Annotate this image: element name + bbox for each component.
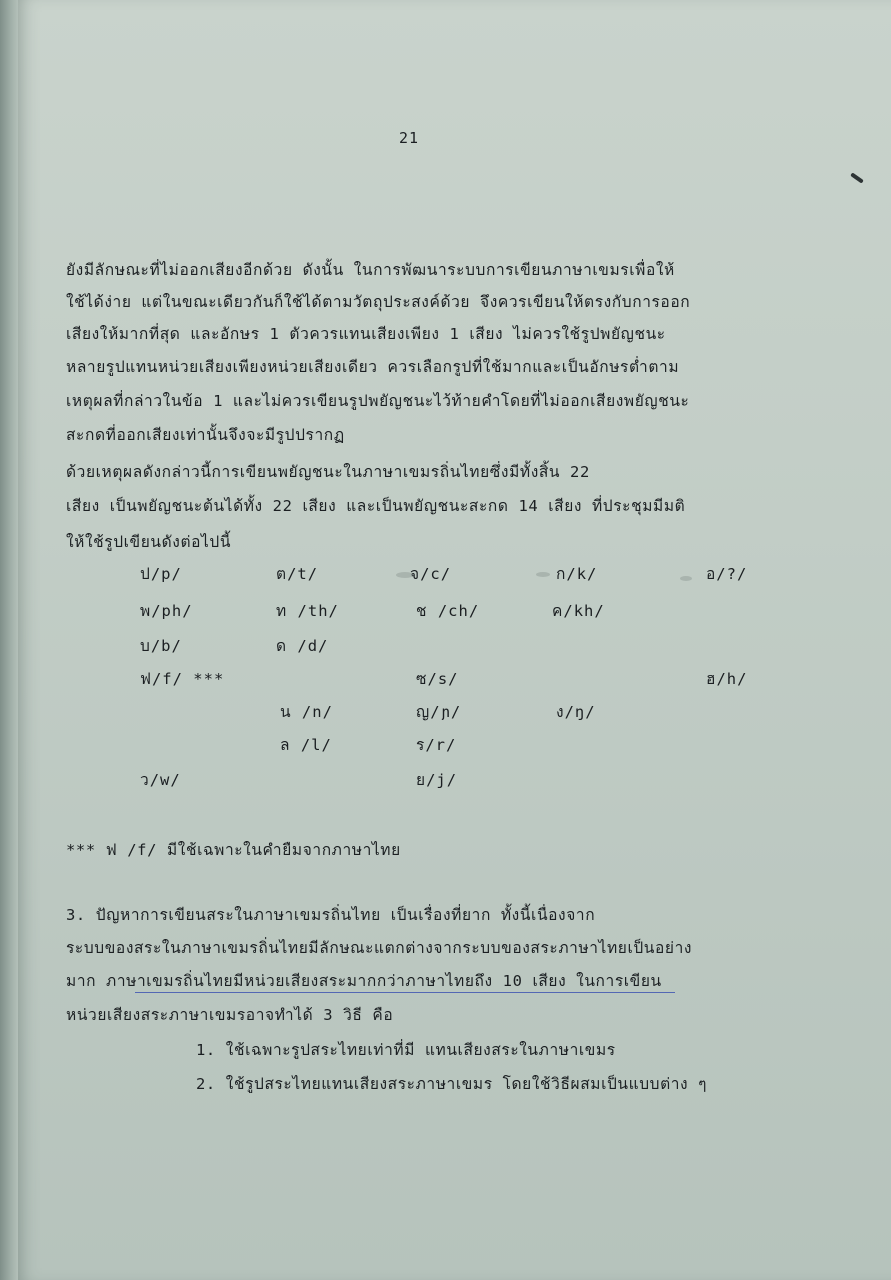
paragraph3-line: ระบบของสระในภาษาเขมรถิ่นไทยมีลักษณะแตกต่างจากระบบของสระภาษาไทยเป็นอย่าง	[66, 939, 693, 957]
consonant-cell: จ/c/	[410, 565, 452, 583]
consonant-cell: ค/kh/	[552, 602, 605, 620]
consonant-cell: อ/?/	[706, 565, 748, 583]
consonant-cell: ร/r/	[416, 736, 457, 754]
paragraph1-line: ใช้ได้ง่าย แต่ในขณะเดียวกันก็ใช้ได้ตามวัตถุประสงค์ด้วย จึงควรเขียนให้ตรงกับการออก	[66, 293, 691, 311]
paper-smudge	[536, 572, 550, 577]
paragraph3-line: 3. ปัญหาการเขียนสระในภาษาเขมรถิ่นไทย เป็นเรื่องที่ยาก ทั้งนี้เนื่องจาก	[66, 906, 596, 924]
paragraph1-line: หลายรูปแทนหน่วยเสียงเพียงหน่วยเสียงเดียว ควรเลือกรูปที่ใช้มากและเป็นอักษรต่ำตาม	[66, 358, 680, 376]
paragraph1-line: เหตุผลที่กล่าวในข้อ 1 และไม่ควรเขียนรูปพยัญชนะไว้ท้ายคำโดยที่ไม่ออกเสียงพยัญชนะ	[66, 392, 690, 410]
consonant-cell: ล /l/	[280, 736, 332, 754]
consonant-cell: ท /th/	[276, 602, 339, 620]
paragraph2-line: ด้วยเหตุผลดังกล่าวนี้การเขียนพยัญชนะในภาษาเขมรถิ่นไทยซึ่งมีทั้งสิ้น 22	[66, 463, 590, 481]
consonant-cell: ย/j/	[416, 771, 458, 789]
consonant-cell: ช /ch/	[416, 602, 480, 620]
consonant-cell: ง/ŋ/	[556, 703, 596, 721]
paragraph2-line: ให้ใช้รูปเขียนดังต่อไปนี้	[66, 533, 232, 551]
consonant-cell: ป/p/	[140, 565, 182, 583]
paragraph1-line: สะกดที่ออกเสียงเท่านั้นจึงจะมีรูปปรากฏ	[66, 426, 345, 444]
consonant-cell: บ/b/	[140, 637, 182, 655]
method-item: 1. ใช้เฉพาะรูปสระไทยเท่าที่มี แทนเสียงสระในภาษาเขมร	[196, 1041, 616, 1059]
paragraph1-line: เสียงให้มากที่สุด และอักษร 1 ตัวควรแทนเสียงเพียง 1 เสียง ไม่ควรใช้รูปพยัญชนะ	[66, 325, 666, 343]
paper-smudge	[680, 576, 692, 581]
footnote: *** ฟ /f/ มีใช้เฉพาะในคำยืมจากภาษาไทย	[66, 841, 401, 859]
consonant-cell: ก/k/	[556, 565, 598, 583]
paper-smudge	[396, 572, 414, 578]
page-number: 21	[399, 129, 420, 147]
paragraph3-line: หน่วยเสียงสระภาษาเขมรอาจทำได้ 3 วิธี คือ	[66, 1006, 394, 1024]
book-spine-shadow	[0, 0, 20, 1280]
consonant-cell: ฮ/h/	[706, 670, 748, 688]
handwritten-underline	[135, 992, 675, 993]
consonant-cell: ว/w/	[140, 771, 181, 789]
paragraph2-line: เสียง เป็นพยัญชนะต้นได้ทั้ง 22 เสียง และเป็นพยัญชนะสะกด 14 เสียง ที่ประชุมมีมติ	[66, 497, 686, 515]
consonant-cell: น /n/	[280, 703, 333, 721]
paragraph3-line: มาก ภาษาเขมรถิ่นไทยมีหน่วยเสียงสระมากกว่าภาษาไทยถึง 10 เสียง ในการเขียน	[66, 972, 662, 990]
consonant-cell: ญ/ɲ/	[416, 703, 462, 721]
consonant-cell: พ/ph/	[140, 602, 193, 620]
paragraph1-line: ยังมีลักษณะที่ไม่ออกเสียงอีกด้วย ดังนั้น ในการพัฒนาระบบการเขียนภาษาเขมรเพื่อให้	[66, 261, 675, 279]
method-item: 2. ใช้รูปสระไทยแทนเสียงสระภาษาเขมร โดยใช้วิธีผสมเป็นแบบต่าง ๆ	[196, 1075, 708, 1093]
consonant-cell: ด /d/	[276, 637, 329, 655]
consonant-cell: ต/t/	[276, 565, 319, 583]
consonant-cell: ซ/s/	[416, 670, 459, 688]
consonant-cell: ฟ/f/ ***	[140, 670, 225, 688]
